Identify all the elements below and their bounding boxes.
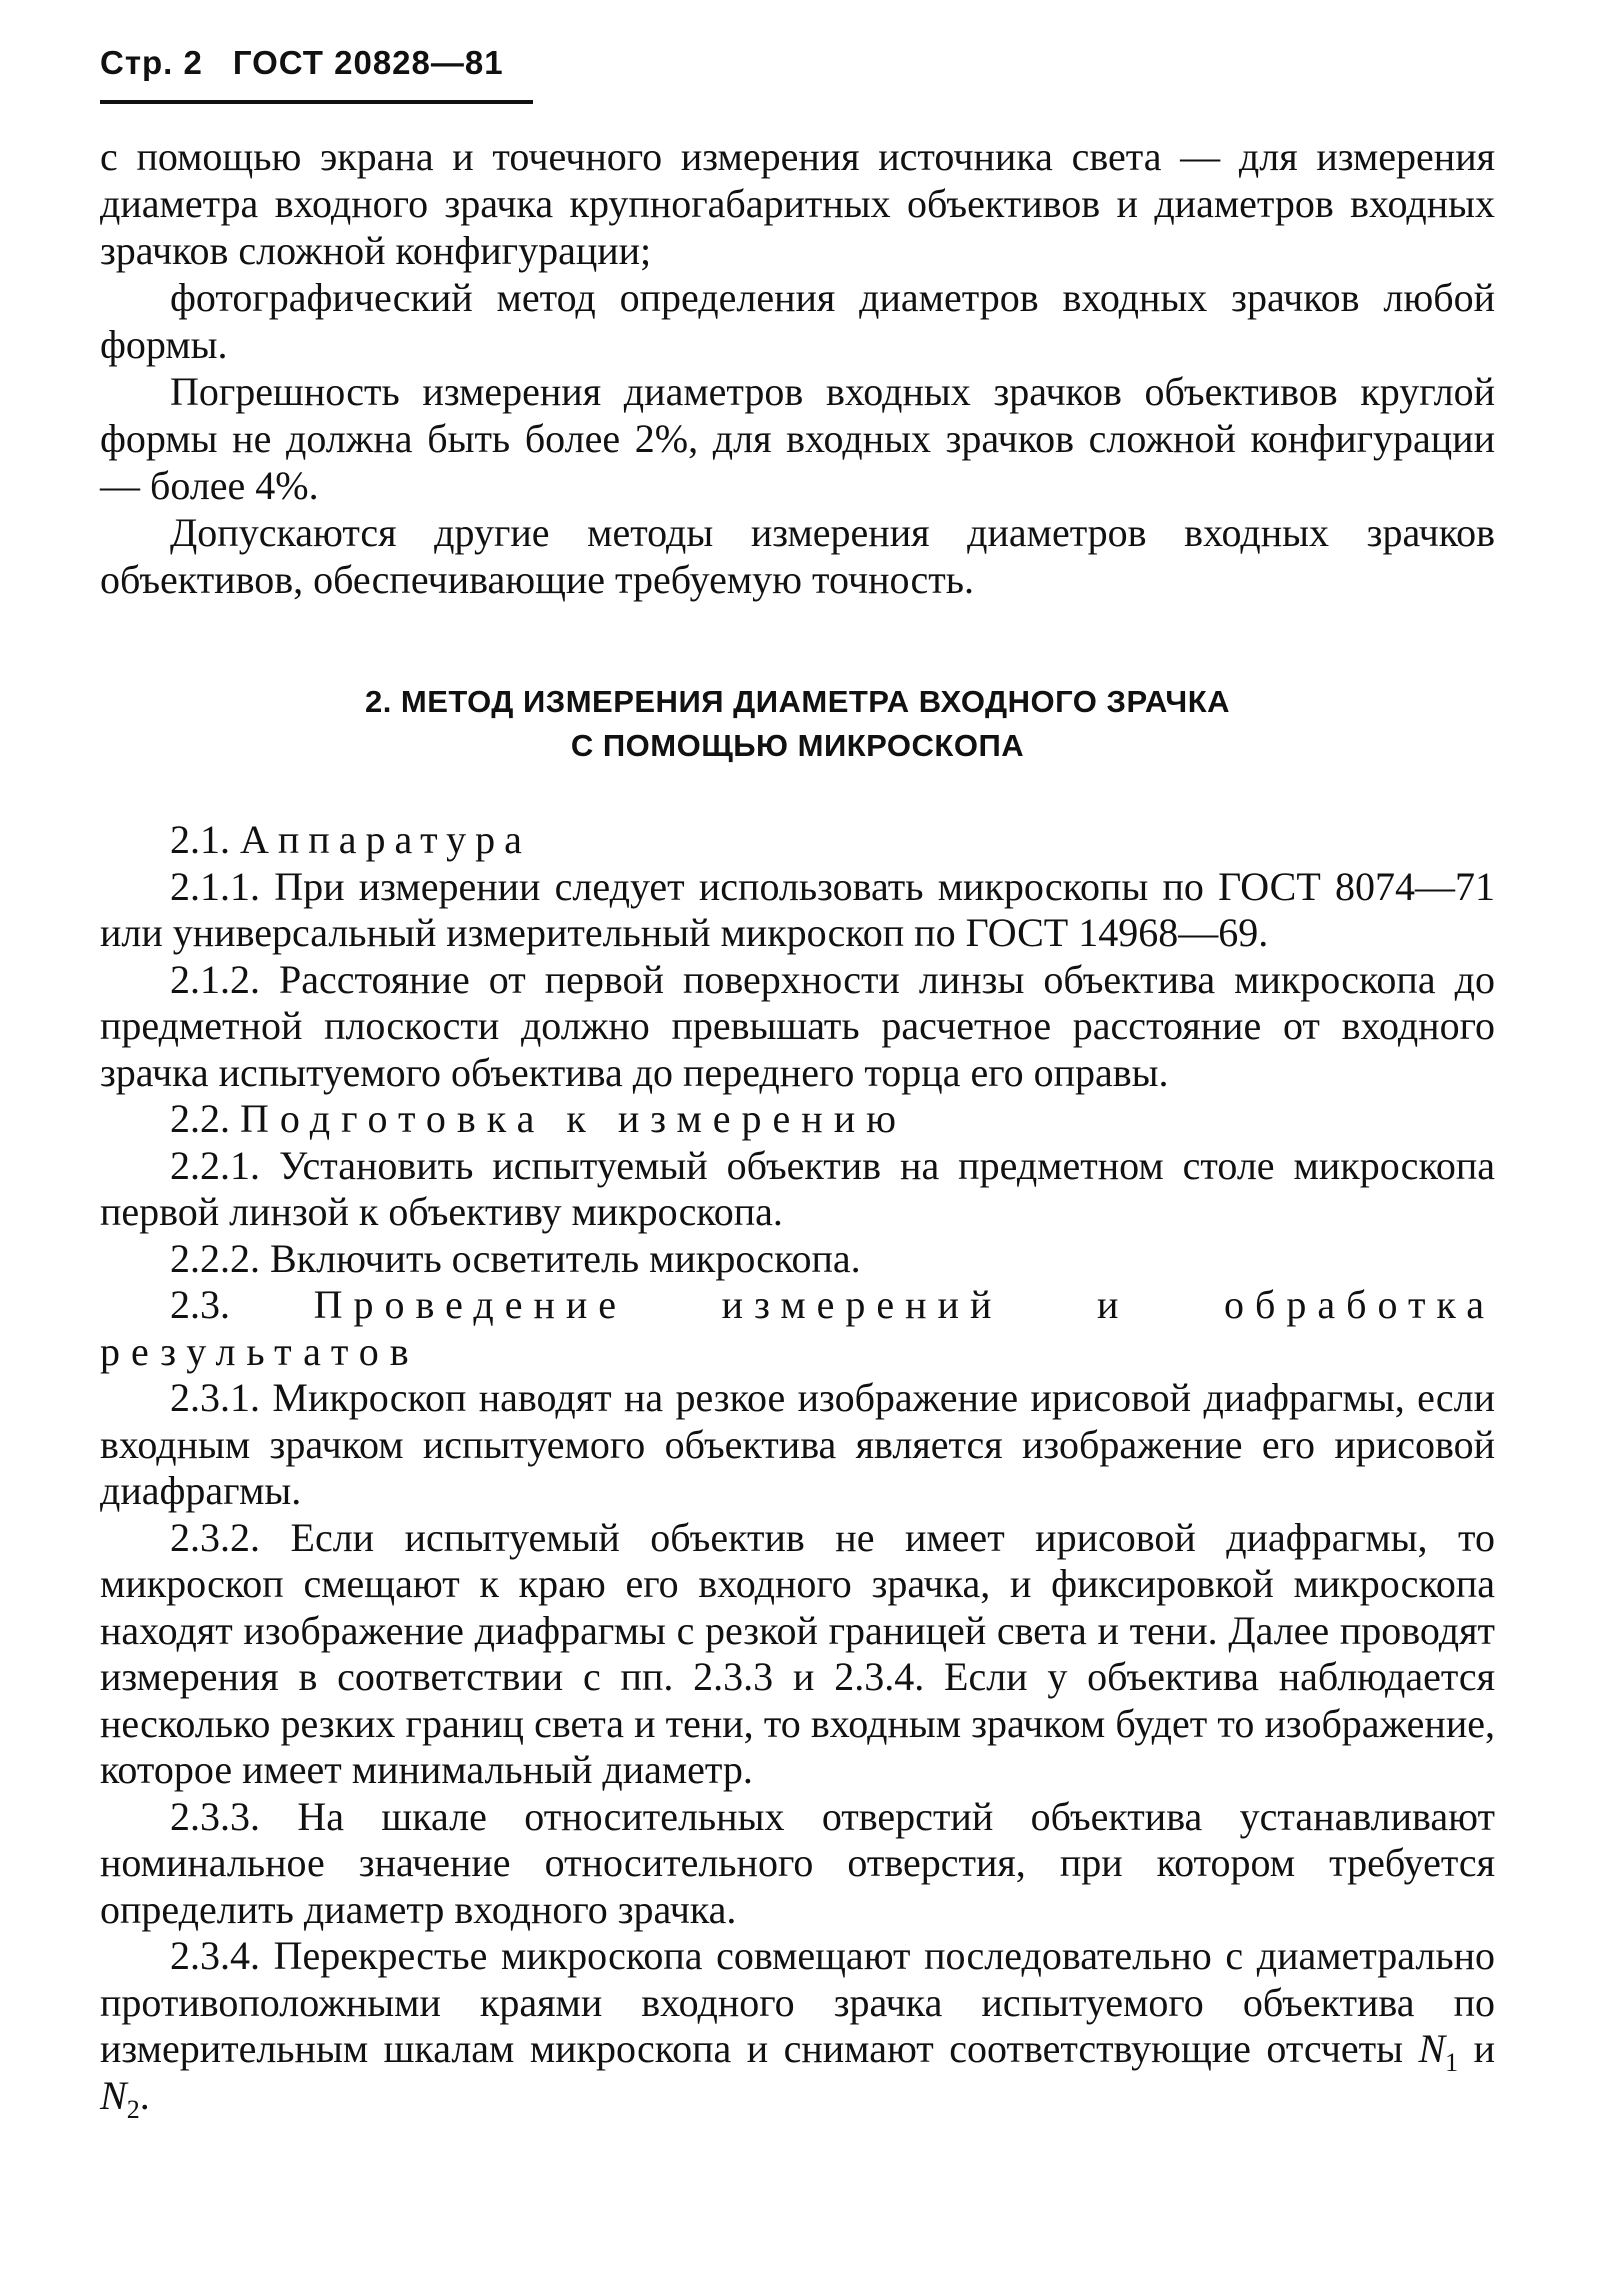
variable-n2-subscript: 2: [126, 2094, 140, 2124]
header-rule: [100, 100, 533, 104]
clause-2-2-heading: [100, 1096, 1495, 1143]
variable-n1-letter: N: [1418, 2026, 1446, 2071]
page-header: [100, 44, 504, 82]
standard-number: ГОСТ 20828—81: [232, 44, 504, 81]
clause-2-1-2: 2.1.2. Расстояние от первой поверхности линзы объектива микроскопа до предметной плоскости должно превышать расчетное расстояние от входного зрачка испытуемого объектива до переднего торца его оправы.: [100, 956, 1495, 1095]
clause-2-1-number: 2.1.: [170, 817, 230, 862]
clause-2-2-1: 2.2.1. Установить испытуемый объектив на предметном столе микроскопа первой линзой к объективу микроскопа.: [100, 1142, 1495, 1234]
page-number: Стр. 2: [100, 44, 203, 81]
intro-text: [100, 133, 1495, 603]
intro-paragraph-1: с помощью экрана и точечного измерения источника света — для измерения диаметра входного зрачка крупногабаритных объективов и диаметров входных зрачков сложной конфигурации;: [100, 134, 1495, 273]
clause-2-1-1: 2.1.1. При измерении следует использовать микроскопы по ГОСТ 8074—71 или универсальный измерительный микроскоп по ГОСТ 14968—69.: [100, 863, 1495, 955]
clause-2-2-number: 2.2.: [170, 1096, 230, 1141]
clause-2-3-3: 2.3.3. На шкале относительных отверстий объектива устанавливают номинальное значение относительного отверстия, при котором требуется определить диаметр входного зрачка.: [100, 1793, 1495, 1932]
clause-2-3-4: [100, 1933, 1495, 2124]
section-2-content: [100, 817, 1496, 2124]
variable-n1-subscript: 1: [1445, 2048, 1459, 2077]
clause-2-3-number: 2.3.: [170, 1282, 230, 1327]
clause-2-3-2: 2.3.2. Если испытуемый объектив не имеет ирисовой диафрагмы, то микроскоп смещают к краю его входного зрачка, и фиксировкой микроскопа находят изображение диафрагмы с резкой границей света и тени. Далее проводят измерения в соответствии с пп. 2.3.3 и 2.3.4. Если у объектива наблюдается несколько резких границ света и тени, то входным зрачком будет то изображение, которое имеет минимальный диаметр.: [100, 1514, 1495, 1792]
clause-2-3-4-text: 2.3.4. Перекрестье микроскопа совмещают последовательно с диаметрально противоположными краями входного зрачка испытуемого объектива по измерительным шкалам микроскопа и снимают соответствующие отсчеты: [100, 1933, 1495, 2071]
section-title-line-2: С ПОМОЩЬЮ МИКРОСКОПА: [570, 728, 1025, 763]
variable-n2-letter: N: [100, 2072, 127, 2118]
clause-2-3-1: 2.3.1. Микроскоп наводят на резкое изображение ирисовой диафрагмы, если входным зрачком испытуемого объектива является изображение его ирисовой диафрагмы.: [100, 1375, 1495, 1513]
intro-paragraph-3: Погрешность измерения диаметров входных зрачков объективов круглой формы не должна быть более 2%, для входных зрачков сложной конфигурации — более 4%.: [100, 369, 1495, 508]
variable-n2: [100, 2073, 127, 2118]
clause-2-2-2: 2.2.2. Включить осветитель микроскопа.: [170, 1235, 861, 1281]
clause-2-3-title: Проведение измерений и обработка результатов: [100, 1282, 1496, 1374]
variable-n1: [1418, 2026, 1445, 2071]
clause-2-3-4-and: и: [1458, 2026, 1495, 2071]
section-title-line-1: 2. МЕТОД ИЗМЕРЕНИЯ ДИАМЕТРА ВХОДНОГО ЗРАЧКА: [364, 684, 1231, 719]
section-2-title: [100, 680, 1495, 768]
clause-2-2-title: Подготовка к измерению: [240, 1096, 907, 1141]
intro-paragraph-4: Допускаются другие методы измерения диаметров входных зрачков объективов, обеспечивающие требуемую точность.: [100, 510, 1495, 602]
clause-2-1-title: Аппаратура: [240, 817, 531, 862]
clause-2-3-4-end: .: [139, 2072, 150, 2118]
clause-2-3-heading: [100, 1282, 1495, 1375]
clause-2-1-heading: [100, 817, 1495, 864]
intro-paragraph-2: фотографический метод определения диаметров входных зрачков любой формы.: [100, 275, 1495, 367]
